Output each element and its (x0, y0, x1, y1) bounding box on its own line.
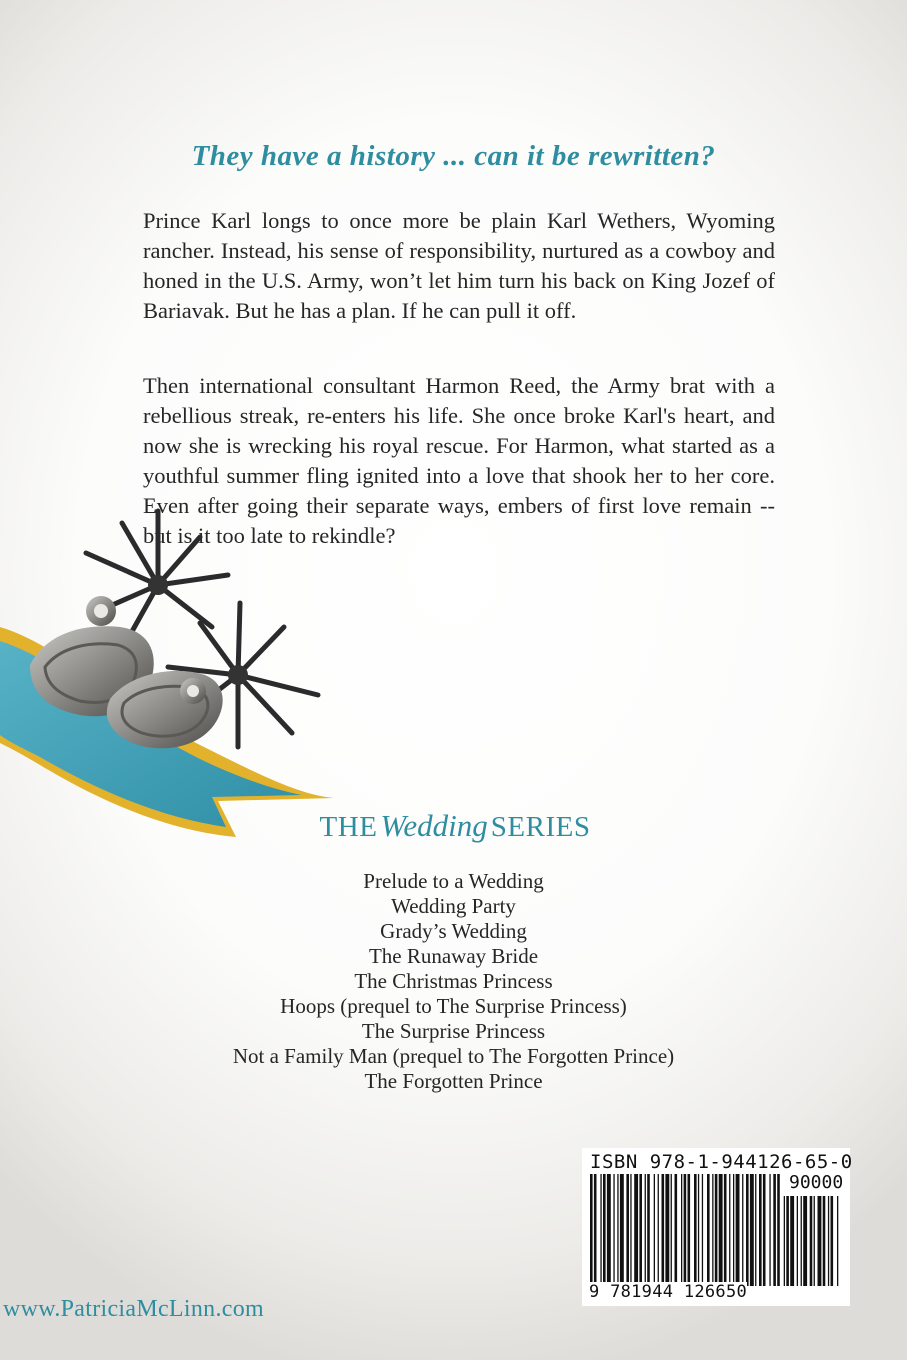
barcode-bar (654, 1174, 655, 1286)
barcode-bar (634, 1174, 638, 1286)
book-title: The Forgotten Prince (364, 1069, 543, 1093)
barcode-bar (750, 1174, 754, 1286)
barcode-bar (603, 1174, 606, 1286)
book-title: The Surprise Princess (361, 1019, 546, 1043)
book-title: The Christmas Princess (354, 969, 553, 993)
barcode-bar (746, 1174, 749, 1286)
author-website: www.PatriciaMcLinn.com (3, 1296, 264, 1322)
barcode-bar (831, 1196, 834, 1286)
barcode-bar (698, 1174, 699, 1286)
barcode-bar (681, 1174, 682, 1286)
ribbon-and-spurs-illustration (0, 495, 360, 855)
barcode-bar (684, 1174, 687, 1286)
barcode-bar (784, 1196, 785, 1286)
book-title: Hoops (prequel to The Surprise Princess) (280, 994, 627, 1018)
barcode-bar (797, 1196, 798, 1286)
barcode-bar (662, 1174, 665, 1286)
barcode-bars (590, 1174, 842, 1286)
barcode-bar (724, 1174, 727, 1286)
ean-digits: 9 781944 126650 (589, 1282, 748, 1302)
barcode-bar (702, 1174, 703, 1286)
barcode-bar (639, 1174, 642, 1286)
barcode-bar (626, 1174, 629, 1286)
barcode-bar (786, 1196, 789, 1286)
barcode-bar (607, 1174, 611, 1286)
blurb-paragraph-1: Prince Karl longs to once more be plain Karl Wethers, Wyoming rancher. Instead, his sense of responsibility, nurtured as a cowboy and honed in the U.S. Army, won’t let him turn his back on King Jozef of Bariavak. But he has a plan. If he can pull it off. (143, 208, 775, 323)
barcode-bar (694, 1174, 697, 1286)
book-title: Wedding Party (391, 894, 516, 918)
barcode-bar (658, 1174, 659, 1286)
barcode-bar (594, 1174, 597, 1286)
series-title (255, 808, 655, 844)
barcode-bar (810, 1196, 813, 1286)
barcode-bar (715, 1174, 718, 1286)
barcode-bar (801, 1196, 802, 1286)
barcode-bar (828, 1196, 829, 1286)
barcode-bar (777, 1174, 780, 1286)
book-title: Prelude to a Wedding (363, 869, 544, 893)
series-book-list (0, 869, 907, 1094)
barcode-bar (755, 1174, 756, 1286)
barcode-bar (773, 1174, 776, 1286)
barcode-bar (630, 1174, 631, 1286)
book-title: The Runaway Bride (368, 944, 539, 968)
barcode-bar (733, 1174, 734, 1286)
barcode-bar (729, 1174, 730, 1286)
barcode-bar (671, 1174, 672, 1286)
book-title: Grady’s Wedding (380, 919, 527, 943)
barcode-bar (814, 1196, 815, 1286)
barcode-bar (675, 1174, 678, 1286)
barcode-bar (647, 1174, 650, 1286)
barcode-bar (712, 1174, 713, 1286)
barcode-bar (707, 1174, 710, 1286)
barcode-bar (769, 1174, 770, 1286)
series-title-suffix: SERIES (490, 811, 591, 843)
tagline: They have a history ... can it be rewritten? (191, 140, 716, 172)
barcode-bar (613, 1174, 614, 1286)
barcode-bar (803, 1196, 807, 1286)
barcode-bar (837, 1196, 838, 1286)
barcode-bar (818, 1196, 822, 1286)
barcode-bar (688, 1174, 691, 1286)
barcode-bar (763, 1174, 766, 1286)
barcode-bar (620, 1174, 624, 1286)
barcode-bar (617, 1174, 618, 1286)
isbn-text: ISBN 978-1-944126-65-0 (590, 1151, 853, 1173)
barcode-bar (590, 1174, 593, 1286)
book-title: Not a Family Man (prequel to The Forgotten Prince) (232, 1044, 675, 1068)
barcode-bar (719, 1174, 723, 1286)
barcode-bar (600, 1174, 601, 1286)
barcode-bar (736, 1174, 740, 1286)
series-title-script: Wedding (380, 808, 488, 843)
barcode-bar (759, 1174, 762, 1286)
barcode-bar (823, 1196, 826, 1286)
price-code: 90000 (789, 1172, 844, 1193)
blurb-paragraph-2: Then international consultant Harmon Reed, the Army brat with a rebellious streak, re-enters his life. She once broke Karl's heart, and now she is wrecking his royal rescue. For Harmon, what started as a youthful summer fling ignited into a love that shook her to her core. Even after going their separate ways, embers of first love remain -- but is it too late to rekindle? (143, 373, 775, 548)
series-title-prefix: THE (319, 811, 378, 843)
barcode-bar (665, 1174, 669, 1286)
barcode-bar (742, 1174, 743, 1286)
barcode-bar (645, 1174, 646, 1286)
barcode-bar (790, 1196, 794, 1286)
